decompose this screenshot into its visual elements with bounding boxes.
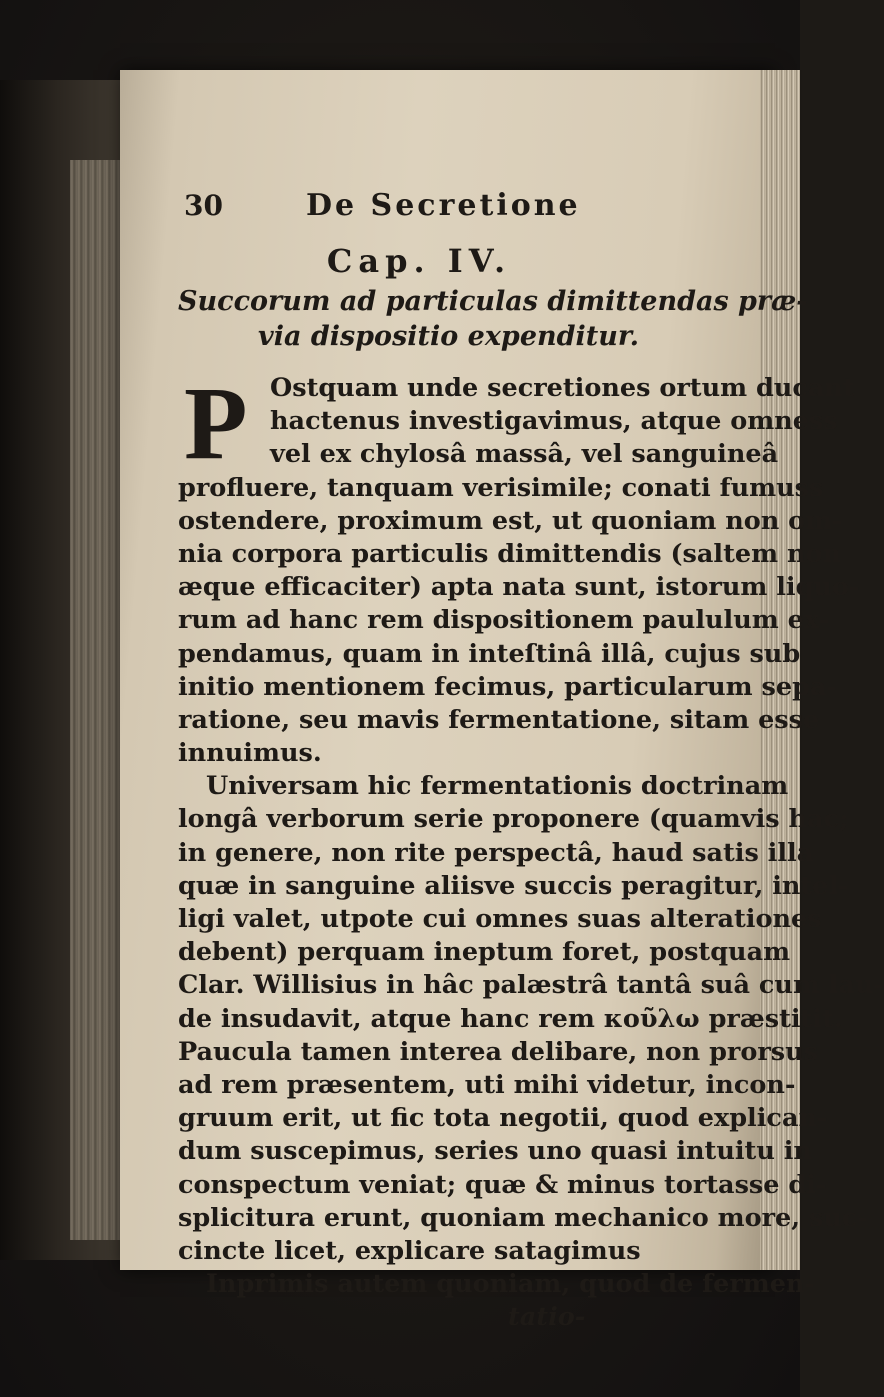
text-line: in genere, non rite perspectâ, haud satis illa: [178, 837, 814, 868]
subtitle-line-1: Succorum ad particulas dimittendas præ-: [178, 286, 808, 317]
text-line: dum suscepimus, series uno quasi intuitu in: [178, 1136, 812, 1167]
text-line: pendamus, quam in inteſtinâ illâ, cujus sub: [178, 638, 801, 669]
text-line: longâ verborum serie proponere (quamvis hac;: [178, 804, 849, 835]
page-number: 30: [184, 189, 223, 222]
text-line: hactenus investigavimus, atque omness: [270, 406, 838, 437]
chapter-subtitle: [178, 284, 808, 354]
text-line: ad rem præsentem, uti mihi videtur, incon-: [178, 1069, 796, 1100]
text-line: Universam hic fermentationis doctrinam: [206, 771, 789, 802]
text-line: vel ex chylosâ massâ, vel sanguineâ: [270, 439, 779, 470]
text-line: splicitura erunt, quoniam mechanico more, suc-: [178, 1202, 869, 1233]
text-line: quæ in sanguine aliisve succis peragitur, intel-: [178, 870, 849, 901]
running-title: De Secretione: [306, 188, 581, 223]
text-line: Clar. Willisius in hâc palæstrâ tantâ suâ cum lau-: [178, 970, 884, 1001]
text-line: gruum erit, ut fic tota negotii, quod explican-: [178, 1103, 828, 1134]
text-line: initio mentionem fecimus, particularum sepa-: [178, 671, 838, 702]
text-line: innuimus.: [178, 738, 322, 769]
text-line: rum ad hanc rem dispositionem paululum ex-: [178, 605, 830, 636]
body-text: [178, 366, 884, 1334]
text-line: nia corpora particulis dimittendis (saltem non: [178, 538, 842, 569]
next-page-glimpse: [770, 240, 800, 1140]
catchword: tatio-: [508, 1302, 586, 1333]
text-line: ostendere, proximum est, ut quoniam non om-: [178, 505, 843, 536]
text-line: de insudavit, atque hanc rem κοῦλω præstitit.: [178, 1003, 843, 1034]
text-line: ratione, seu mavis fermentatione, sitam esse: [178, 704, 820, 735]
text-line: debent) perquam ineptum foret, postquam: [178, 937, 791, 968]
page-text: [178, 188, 884, 1334]
text-line: æque efficaciter) apta nata sunt, istorum liquo-: [178, 572, 860, 603]
text-line: conspectum veniat; quæ & minus tortasse di-: [178, 1169, 827, 1200]
text-line: cincte licet, explicare satagimus: [178, 1235, 641, 1266]
text-line: Paucula tamen interea delibare, non prorsus: [178, 1036, 819, 1067]
running-header: [178, 188, 783, 236]
text-line: profluere, tanquam verisimile; conati fumuss: [178, 472, 824, 503]
first-paragraph: [178, 366, 860, 770]
chapter-heading: Cap. IV.: [326, 242, 512, 280]
text-line: ligi valet, utpote cui omnes suas alterationes: [178, 904, 822, 934]
drop-cap: P: [184, 366, 248, 481]
text-line: Ostquam unde secretiones ortum ducant: [270, 373, 855, 403]
text-line: Inprimis autem quoniam, quod de fermen-: [206, 1269, 816, 1300]
subtitle-line-2: via dispositio expenditur.: [258, 321, 640, 352]
second-paragraph: [178, 770, 884, 1334]
